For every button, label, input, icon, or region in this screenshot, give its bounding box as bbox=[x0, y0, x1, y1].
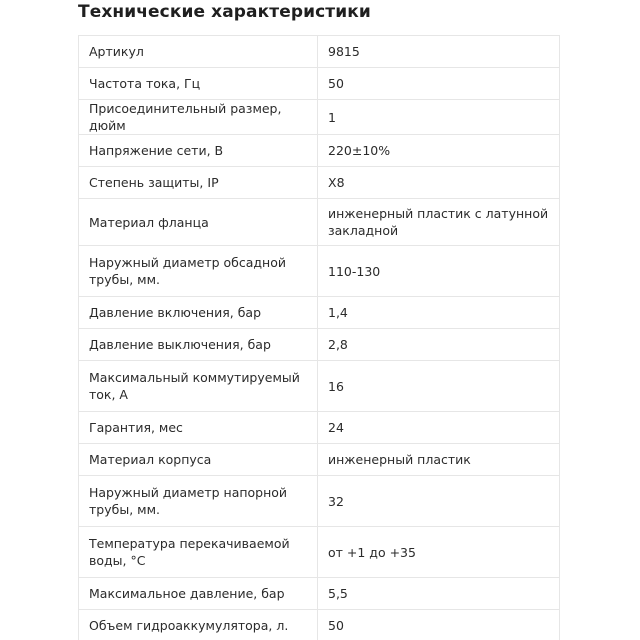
spec-value: 9815 bbox=[318, 36, 560, 68]
spec-value: X8 bbox=[318, 167, 560, 199]
spec-label: Наружный диаметр напорной трубы, мм. bbox=[79, 476, 318, 527]
table-row bbox=[79, 329, 560, 361]
spec-label: Максимальное давление, бар bbox=[79, 578, 318, 610]
spec-value: 24 bbox=[318, 412, 560, 444]
spec-value: 16 bbox=[318, 361, 560, 412]
table-row bbox=[79, 135, 560, 167]
spec-label: Частота тока, Гц bbox=[79, 68, 318, 100]
spec-label: Наружный диаметр обсадной трубы, мм. bbox=[79, 246, 318, 297]
table-row bbox=[79, 167, 560, 199]
spec-value: 1 bbox=[318, 100, 560, 135]
table-row bbox=[79, 246, 560, 297]
table-row bbox=[79, 297, 560, 329]
specs-table bbox=[78, 35, 560, 640]
table-row bbox=[79, 444, 560, 476]
page-title: Технические характеристики bbox=[78, 2, 371, 22]
table-row bbox=[79, 610, 560, 640]
table-row bbox=[79, 361, 560, 412]
table-row bbox=[79, 527, 560, 578]
spec-value: 50 bbox=[318, 68, 560, 100]
spec-label: Давление включения, бар bbox=[79, 297, 318, 329]
table-row bbox=[79, 199, 560, 246]
spec-value: инженерный пластик bbox=[318, 444, 560, 476]
spec-value: 50 bbox=[318, 610, 560, 640]
spec-label: Присоединительный размер, дюйм bbox=[79, 100, 318, 135]
spec-value: 5,5 bbox=[318, 578, 560, 610]
table-row bbox=[79, 476, 560, 527]
spec-value: 220±10% bbox=[318, 135, 560, 167]
table-row bbox=[79, 68, 560, 100]
table-row bbox=[79, 100, 560, 135]
spec-value: 1,4 bbox=[318, 297, 560, 329]
table-row bbox=[79, 578, 560, 610]
spec-value: инженерный пластик с латунной закладной bbox=[318, 199, 560, 246]
table-row bbox=[79, 412, 560, 444]
spec-label: Температура перекачиваемой воды, °С bbox=[79, 527, 318, 578]
spec-value: 32 bbox=[318, 476, 560, 527]
spec-value: 110-130 bbox=[318, 246, 560, 297]
spec-label: Объем гидроаккумулятора, л. bbox=[79, 610, 318, 640]
spec-label: Артикул bbox=[79, 36, 318, 68]
spec-label: Максимальный коммутируемый ток, А bbox=[79, 361, 318, 412]
spec-label: Гарантия, мес bbox=[79, 412, 318, 444]
spec-value: 2,8 bbox=[318, 329, 560, 361]
spec-value: от +1 до +35 bbox=[318, 527, 560, 578]
spec-label: Материал корпуса bbox=[79, 444, 318, 476]
spec-label: Давление выключения, бар bbox=[79, 329, 318, 361]
spec-label: Степень защиты, IP bbox=[79, 167, 318, 199]
spec-label: Материал фланца bbox=[79, 199, 318, 246]
spec-label: Напряжение сети, В bbox=[79, 135, 318, 167]
table-row bbox=[79, 36, 560, 68]
